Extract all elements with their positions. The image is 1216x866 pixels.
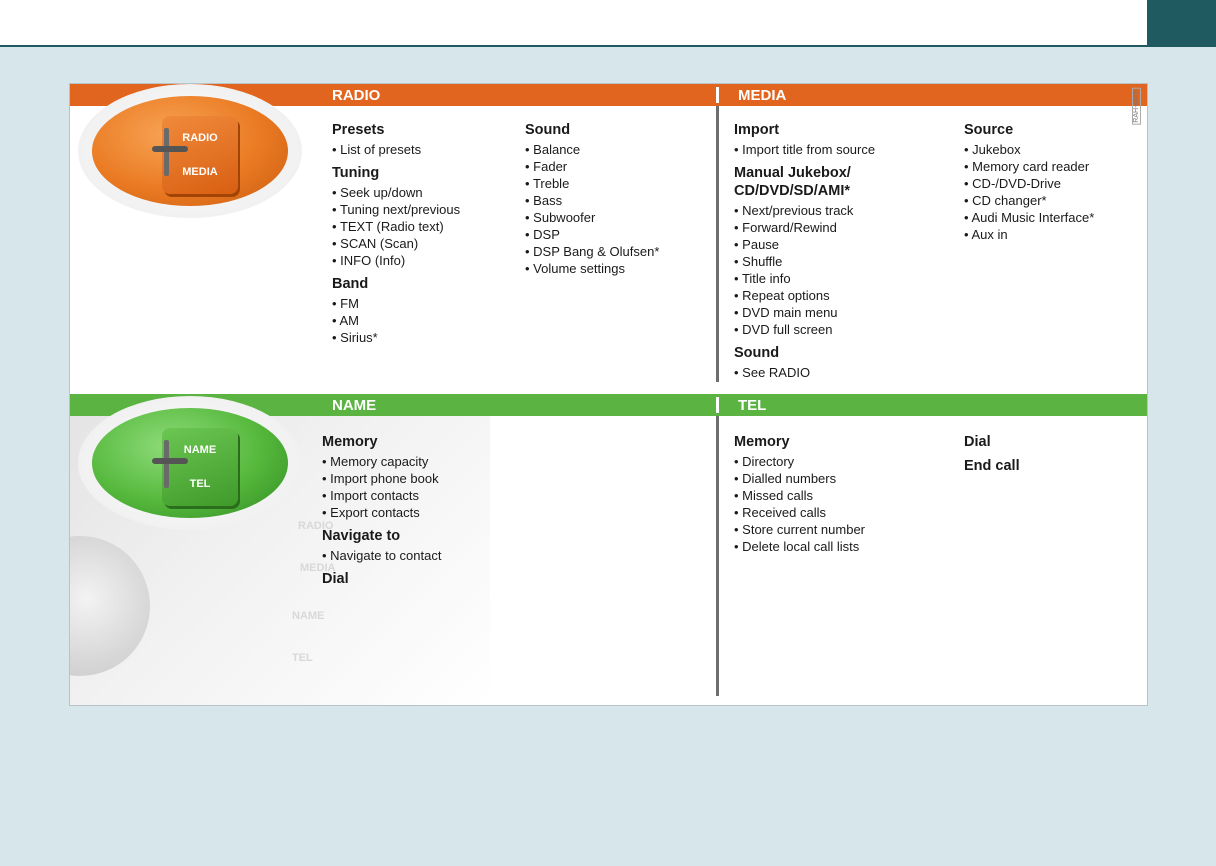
radio-column-2: [525, 121, 715, 277]
top-section-divider: [716, 106, 719, 382]
section-heading: Dial: [322, 571, 349, 587]
bullet-list: [734, 141, 954, 158]
section-heading: Memory: [322, 434, 378, 450]
list-item: • Export contacts: [322, 504, 542, 521]
media-column-1: [734, 121, 954, 381]
list-item: • Title info: [734, 270, 954, 287]
list-item: • Import contacts: [322, 487, 542, 504]
list-item: • DSP: [525, 226, 715, 243]
corner-accent-block: [1147, 0, 1216, 47]
section-heading: Memory: [734, 434, 790, 450]
header-divider: [716, 397, 719, 413]
bullet-list: [322, 547, 542, 564]
key-label-media: MEDIA: [182, 166, 218, 178]
list-item: • Bass: [525, 192, 715, 209]
radio-section-title: RADIO: [332, 87, 381, 104]
figure-code: RAH-4496: [1133, 90, 1140, 123]
list-item: • Tuning next/previous: [332, 201, 522, 218]
list-item: • Jukebox: [964, 141, 1144, 158]
list-item: • DSP Bang & Olufsen*: [525, 243, 715, 260]
key-label-name: NAME: [183, 444, 217, 456]
key-label-radio: RADIO: [182, 132, 218, 144]
bottom-section-divider: [716, 416, 719, 696]
list-item: • CD-/DVD-Drive: [964, 175, 1144, 192]
radio-media-key-icon: [162, 116, 238, 194]
list-item: • Delete local call lists: [734, 538, 954, 555]
section-heading: Sound: [525, 122, 571, 138]
name-tel-button-graphic: [78, 396, 302, 530]
bullet-list: [964, 141, 1144, 243]
section-heading: Import: [734, 122, 780, 138]
bullet-list: [734, 202, 954, 338]
bullet-list: [332, 184, 522, 269]
name-column-1: [322, 433, 542, 588]
list-item: • Missed calls: [734, 487, 954, 504]
list-item: • AM: [332, 312, 522, 329]
name-tel-oval: [92, 408, 288, 518]
section-heading: Navigate to: [322, 528, 401, 544]
list-item: • Audi Music Interface*: [964, 209, 1144, 226]
bullet-list: [734, 364, 954, 381]
ghost-label: RADIO: [298, 520, 334, 532]
list-item: • Dialled numbers: [734, 470, 954, 487]
joystick-lever: [152, 146, 188, 152]
joystick-icon: [164, 128, 169, 176]
list-item: • CD changer*: [964, 192, 1144, 209]
top-header-bar: [0, 0, 1216, 47]
tel-column-1: [734, 433, 954, 555]
list-item: • SCAN (Scan): [332, 235, 522, 252]
section-heading: Tuning: [332, 165, 380, 181]
list-item: • Memory capacity: [322, 453, 542, 470]
radio-column-1: [332, 121, 522, 346]
bullet-list: [322, 453, 542, 521]
tel-section-title: TEL: [738, 397, 767, 414]
list-item: • Subwoofer: [525, 209, 715, 226]
radio-media-button-graphic: [78, 84, 302, 218]
list-item: • Treble: [525, 175, 715, 192]
list-item: • Next/previous track: [734, 202, 954, 219]
bullet-list: [734, 453, 954, 555]
list-item: • DVD full screen: [734, 321, 954, 338]
section-heading: Source: [964, 122, 1014, 138]
list-item: • Navigate to contact: [322, 547, 542, 564]
key-label-tel: TEL: [189, 478, 211, 490]
ghost-label: MEDIA: [300, 562, 336, 574]
list-item: • Received calls: [734, 504, 954, 521]
joystick-icon: [164, 440, 169, 488]
section-heading: Presets: [332, 122, 385, 138]
list-item: • Import title from source: [734, 141, 954, 158]
list-item: • Import phone book: [322, 470, 542, 487]
bullet-list: [525, 141, 715, 277]
section-heading: Band: [332, 276, 369, 292]
list-item: • Store current number: [734, 521, 954, 538]
rotary-knob-icon: [69, 536, 150, 676]
bullet-list: [332, 295, 522, 346]
joystick-lever: [152, 458, 188, 464]
list-item: • Forward/Rewind: [734, 219, 954, 236]
list-item: • Memory card reader: [964, 158, 1144, 175]
name-section-title: NAME: [332, 397, 377, 414]
list-item: • Aux in: [964, 226, 1144, 243]
bullet-list: [332, 141, 522, 158]
tel-column-2: [964, 433, 1144, 475]
list-item: • Shuffle: [734, 253, 954, 270]
media-column-2: [964, 121, 1144, 243]
header-divider: [716, 87, 719, 103]
media-section-title: MEDIA: [738, 87, 787, 104]
list-item: • FM: [332, 295, 522, 312]
list-item: • List of presets: [332, 141, 522, 158]
list-item: • Fader: [525, 158, 715, 175]
list-item: • Pause: [734, 236, 954, 253]
list-item: • INFO (Info): [332, 252, 522, 269]
list-item: • Volume settings: [525, 260, 715, 277]
radio-media-oval: [92, 96, 288, 206]
list-item: • Seek up/down: [332, 184, 522, 201]
list-item: • See RADIO: [734, 364, 954, 381]
controls-overview-figure: [69, 83, 1148, 706]
list-item: • Directory: [734, 453, 954, 470]
name-tel-key-icon: [162, 428, 238, 506]
list-item: • DVD main menu: [734, 304, 954, 321]
list-item: • Repeat options: [734, 287, 954, 304]
ghost-label: NAME: [292, 610, 325, 622]
list-item: • Balance: [525, 141, 715, 158]
list-item: • Sirius*: [332, 329, 522, 346]
section-heading: Manual Jukebox/ CD/DVD/SD/AMI*: [734, 165, 851, 199]
section-heading: Dial: [964, 434, 991, 450]
section-heading: Sound: [734, 345, 780, 361]
section-heading: End call: [964, 458, 1020, 474]
ghost-label: TEL: [292, 652, 313, 664]
list-item: • TEXT (Radio text): [332, 218, 522, 235]
